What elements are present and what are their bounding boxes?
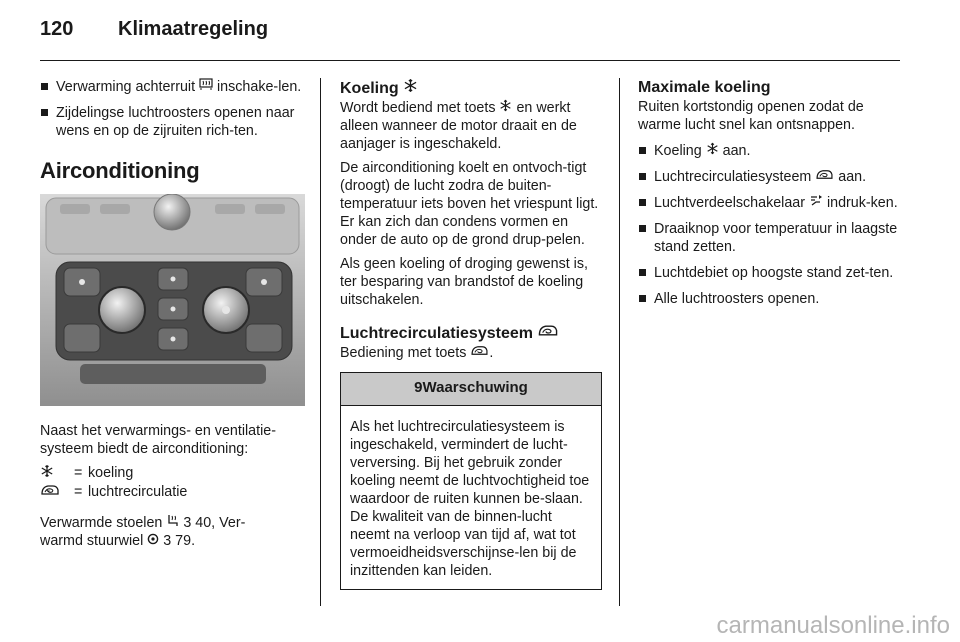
list-item: Alle luchtroosters openen. (638, 290, 900, 308)
intro-text: Naast het verwarmings- en ventilatie-systeem biedt de airconditioning: (40, 423, 276, 457)
warning-triangle-icon: 9 (414, 379, 423, 396)
column-middle (340, 78, 602, 590)
subsection-title: Maximale koeling (638, 79, 771, 96)
legend-row: = luchtrecirculatie (40, 483, 305, 502)
list-item: Luchtdebiet op hoogste stand zet-ten. (638, 264, 900, 282)
paragraph: Bediening met toets . (340, 345, 494, 361)
snowflake-icon (706, 142, 719, 160)
list-item: Koeling aan. (638, 142, 900, 160)
rear-window-heating-icon (199, 78, 213, 96)
page-header (40, 18, 268, 41)
paragraph: Ruiten kortstondig openen zodat de warme lucht snel kan ontsnappen. (638, 99, 864, 133)
climate-panel-photo (40, 194, 305, 406)
section-title: Airconditioning (40, 158, 200, 183)
warning-text: Als het luchtrecirculatiesysteem is ingeschakeld, vermindert de lucht-verversing. Bij het gebruik zonder koeling neemt de luchtvochtigheid toe waardoor de ruiten kunnen be-slaan. De kwaliteit van de binnen-lucht neemt na verloop van tijd af, wat tot vermoeidheidsverschijnse-len bij de inzittenden kan leiden. (350, 419, 590, 579)
column-divider (619, 78, 620, 606)
symbol-legend (40, 464, 305, 502)
air-distribution-icon (809, 194, 823, 212)
chapter-title: Klimaatregeling (118, 18, 269, 40)
paragraph: Als geen koeling of droging gewenst is, ter besparing van brandstof de koeling uitschakelen. (340, 256, 588, 308)
legend-row: = koeling (40, 464, 305, 483)
header-rule (40, 60, 900, 61)
air-recirculation-icon (537, 323, 559, 344)
list-item: Zijdelingse luchtroosters openen naar wens en op de zijruiten rich-ten. (40, 104, 305, 140)
column-divider (320, 78, 321, 606)
column-left (40, 78, 305, 556)
list-item: Verwarming achterruit inschake-len. (40, 78, 305, 96)
warning-box (340, 372, 602, 590)
cross-reference-text: Verwarmde stoelen 3 40, Ver- warmd stuurwiel 3 79. (40, 515, 246, 549)
air-recirculation-icon (815, 168, 834, 186)
page-number: 120 (40, 18, 74, 40)
subsection-title: Luchtrecirculatiesysteem (340, 323, 602, 344)
snowflake-icon (403, 78, 418, 99)
list-item: Luchtrecirculatiesysteem aan. (638, 168, 900, 186)
air-recirculation-icon (40, 483, 74, 502)
page-reference-arrow[interactable]: 3 (163, 533, 172, 549)
heated-steering-wheel-icon (147, 532, 159, 550)
subsection-title: Koeling (340, 78, 602, 99)
snowflake-icon (499, 99, 512, 117)
list-item: Luchtverdeelschakelaar indruk-ken. (638, 194, 900, 212)
watermark: carmanualsonline.info (716, 612, 950, 639)
air-recirculation-icon (470, 344, 489, 362)
paragraph: Wordt bediend met toets en werkt alleen wanneer de motor draait en de aanjager is ingeschakeld. (340, 100, 577, 152)
warning-header: 9Waarschuwing (341, 373, 601, 406)
list-item: Draaiknop voor temperatuur in laagste stand zetten. (638, 220, 900, 256)
column-right (638, 78, 900, 316)
heated-seat-icon (166, 514, 179, 532)
snowflake-icon (40, 464, 74, 483)
paragraph: De airconditioning koelt en ontvoch-tigt (droogt) de lucht zodra de buiten-temperatuur iets boven het vriespunt ligt. Er kan zich dan condens vormen en onder de auto op de grond drup-pelen. (340, 160, 599, 248)
page-reference-arrow[interactable]: 3 (183, 515, 192, 531)
